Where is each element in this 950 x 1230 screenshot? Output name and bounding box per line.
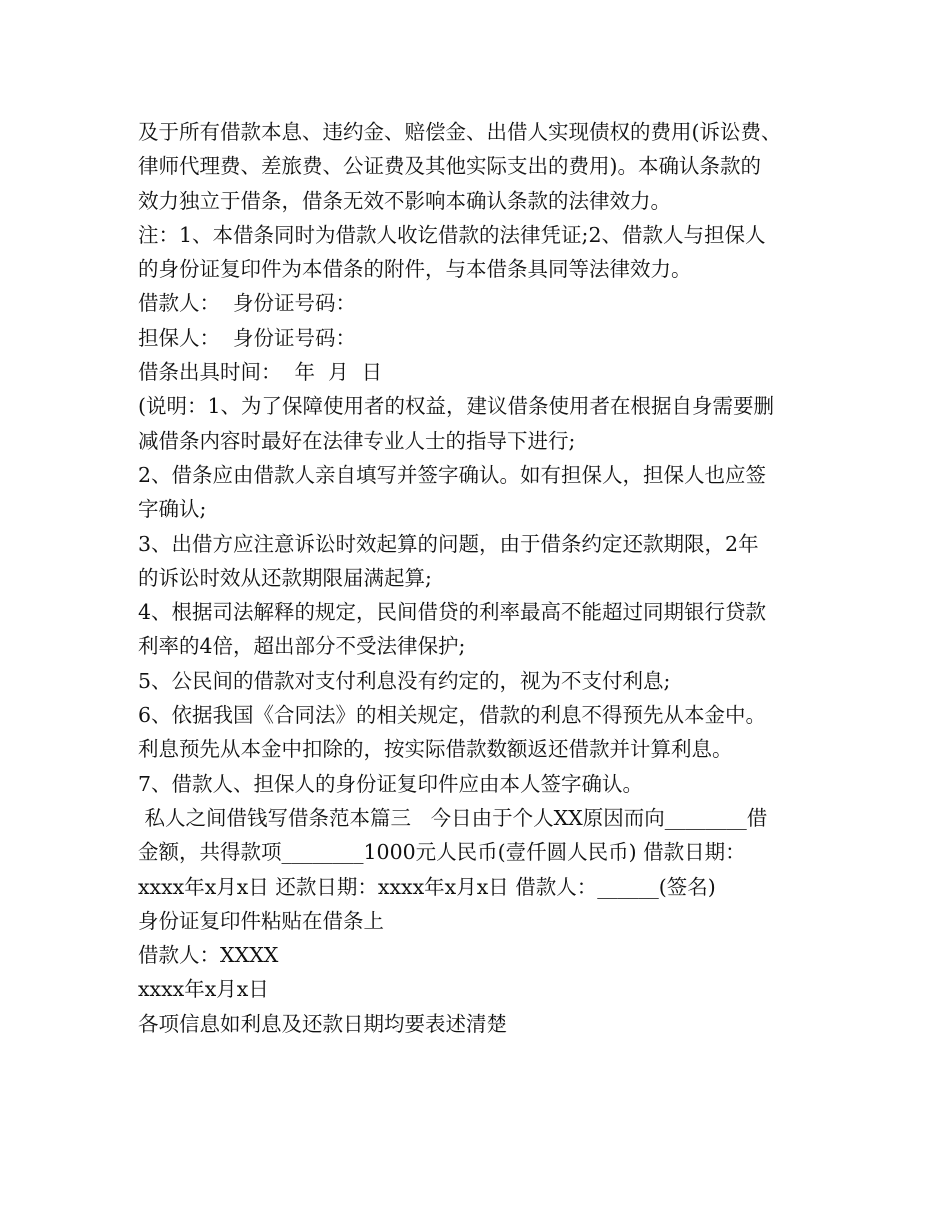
text-line: 利率的4倍，超出部分不受法律保护; (138, 634, 466, 659)
text-line: 借条出具时间： 年 月 日 (138, 360, 383, 385)
text-line: 的身份证复印件为本借条的附件，与本借条具同等法律效力。 (138, 257, 692, 282)
text-line: (说明：1、为了保障使用者的权益，建议借条使用者在根据自身需要删 (138, 394, 775, 419)
text-line: 7、借款人、担保人的身份证复印件应由本人签字确认。 (138, 771, 644, 796)
text-line: 借款人：XXXX (138, 943, 279, 968)
text-line: 及于所有借款本息、违约金、赔偿金、出借人实现债权的费用(诉讼费、 (138, 120, 782, 144)
text-line: xxxx年x月x日 (138, 977, 269, 1002)
text-line: 2、借条应由借款人亲自填写并签字确认。如有担保人，担保人也应签 (138, 462, 767, 487)
document-body (138, 115, 818, 1041)
text-line: 减借条内容时最好在法律专业人士的指导下进行; (138, 428, 576, 453)
text-line: 注：1、本借条同时为借款人收讫借款的法律凭证;2、借款人与担保人 (138, 222, 766, 247)
text-line: 各项信息如利息及还款日期均要表述清楚 (138, 1011, 507, 1036)
text-line: xxxx年x月x日 还款日期：xxxx年x月x日 借款人：______(签名) (138, 874, 716, 899)
text-line: 的诉讼时效从还款期限届满起算; (138, 565, 432, 590)
text-line: 金额，共得款项________1000元人民币(壹仟圆人民币) 借款日期： (138, 840, 746, 865)
text-line: 3、出借方应注意诉讼时效起算的问题，由于借条约定还款期限，2年 (138, 531, 759, 556)
text-line: 律师代理费、差旅费、公证费及其他实际支出的费用)。本确认条款的 (138, 154, 761, 179)
text-line: 身份证复印件粘贴在借条上 (138, 908, 384, 933)
text-line: 私人之间借钱写借条范本篇三 今日由于个人XX原因而向________借 (138, 805, 768, 830)
text-line: 借款人： 身份证号码： (138, 291, 357, 316)
text-line: 5、公民间的借款对支付利息没有约定的，视为不支付利息; (138, 668, 671, 693)
text-line: 字确认; (138, 497, 207, 522)
text-line: 6、依据我国《合同法》的相关规定，借款的利息不得预先从本金中。 (138, 703, 767, 728)
text-line: 利息预先从本金中扣除的，按实际借款数额返还借款并计算利息。 (138, 737, 733, 762)
text-line: 效力独立于借条，借条无效不影响本确认条款的法律效力。 (138, 188, 671, 213)
text-line: 4、根据司法解释的规定，民间借贷的利率最高不能超过同期银行贷款 (138, 600, 767, 625)
text-line: 担保人： 身份证号码： (138, 325, 357, 350)
